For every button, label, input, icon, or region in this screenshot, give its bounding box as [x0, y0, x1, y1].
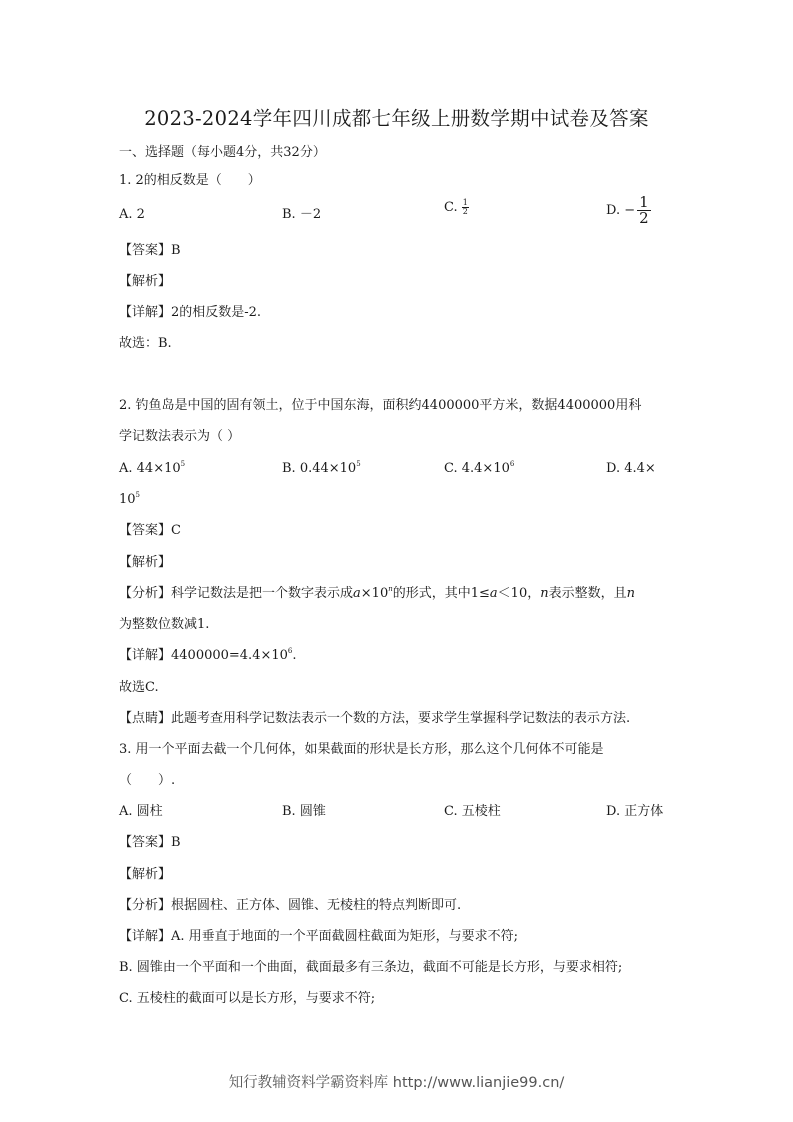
text: 的形式，其中1≤: [392, 586, 490, 601]
q1-option-b: B. －2: [282, 207, 322, 222]
exponent: 6: [509, 460, 515, 468]
fraction-numerator: 1: [462, 198, 468, 207]
q3-detail-b: B. 圆锥由一个平面和一个曲面，截面最多有三条边，截面不可能是长方形，与要求相符;: [119, 960, 623, 975]
exponent: 5: [180, 460, 186, 468]
q1-choice: 故选：B.: [119, 336, 172, 351]
q1-option-d: [606, 195, 651, 226]
q2-fenxi-line2: 为整数位数减1.: [119, 617, 210, 632]
variable-n: n: [540, 586, 549, 601]
q2-choice: 故选C.: [119, 680, 159, 695]
q2-option-d-continued: [119, 491, 140, 509]
q1-answer: 【答案】B: [119, 243, 181, 258]
minus-sign: −: [624, 202, 636, 218]
q2-analysis-heading: 【解析】: [119, 555, 172, 570]
q3-option-d: D. 正方体: [606, 804, 664, 819]
q1-option-c-label: C.: [444, 200, 458, 215]
exponent: 6: [287, 647, 293, 655]
option-text: 10: [119, 492, 136, 507]
text: ＜10，: [497, 586, 541, 601]
q1-detail: 【详解】2的相反数是-2.: [119, 305, 262, 320]
q2-dianjing: 【点睛】此题考查用科学记数法表示一个数的方法，要求学生掌握科学记数法的表示方法.: [119, 711, 631, 726]
text: 【详解】4400000=4.4×10: [119, 648, 288, 663]
variable-n: n: [626, 586, 635, 601]
q1-stem: 1. 2的相反数是（ ）: [119, 173, 261, 188]
q3-option-b: B. 圆锥: [282, 804, 326, 819]
option-text: C. 4.4×10: [444, 461, 510, 476]
fraction-denominator: 2: [462, 207, 468, 216]
text: 【分析】科学记数法是把一个数字表示成: [119, 586, 354, 601]
q1-option-a: A. 2: [119, 207, 145, 222]
section-heading: 一、选择题（每小题4分，共32分）: [119, 145, 326, 160]
q2-fenxi-line1: [119, 585, 635, 603]
variable-a: a: [353, 586, 361, 601]
q3-answer: 【答案】B: [119, 835, 181, 850]
exponent: 5: [135, 491, 141, 499]
q1-analysis-heading: 【解析】: [119, 274, 172, 289]
q3-stem-line2: （ ）.: [119, 773, 176, 788]
q3-option-c: C. 五棱柱: [444, 804, 501, 819]
page-title: 2023-2024学年四川成都七年级上册数学期中试卷及答案: [144, 107, 649, 130]
fraction-numerator: 1: [639, 193, 649, 211]
fraction-denominator: 2: [639, 209, 649, 227]
text: ×10: [360, 586, 389, 601]
q3-analysis-heading: 【解析】: [119, 867, 172, 882]
q3-detail-a: 【详解】A. 用垂直于地面的一个平面截圆柱截面为矩形，与要求不符;: [119, 929, 519, 944]
footer-watermark: 知行教辅资料学霸资料库 http://www.lianjie99.cn/: [228, 1075, 565, 1091]
variable-a: a: [489, 586, 498, 601]
q1-option-c-fraction: [462, 199, 469, 216]
q2-stem-line2: 学记数法表示为（ ）: [119, 429, 241, 444]
q2-option-a: [119, 460, 185, 478]
q1-option-c: [444, 199, 469, 217]
option-text: B. 0.44×10: [282, 461, 357, 476]
q2-answer: 【答案】C: [119, 523, 181, 538]
exponent: 5: [356, 460, 361, 468]
q1-option-d-label: D.: [606, 203, 621, 218]
q2-option-c: [444, 460, 514, 478]
q1-option-d-fraction: [637, 195, 651, 226]
q2-option-d: D. 4.4×: [606, 461, 656, 476]
q2-stem-line1: 2. 钓鱼岛是中国的固有领土，位于中国东海，面积约4400000平方米，数据4400000用科: [119, 398, 642, 413]
text: 表示整数，且: [548, 586, 627, 601]
q2-detail: [119, 647, 297, 665]
q3-detail-c: C. 五棱柱的截面可以是长方形，与要求不符;: [119, 991, 376, 1006]
exponent-n: n: [388, 585, 393, 593]
text: .: [292, 648, 297, 663]
q3-stem-line1: 3. 用一个平面去截一个几何体，如果截面的形状是长方形，那么这个几何体不可能是: [119, 742, 604, 757]
q3-fenxi: 【分析】根据圆柱、正方体、圆锥、无棱柱的特点判断即可.: [119, 898, 462, 913]
q2-option-b: [282, 460, 361, 478]
option-text: A. 44×10: [119, 461, 181, 476]
q3-option-a: A. 圆柱: [119, 804, 163, 819]
